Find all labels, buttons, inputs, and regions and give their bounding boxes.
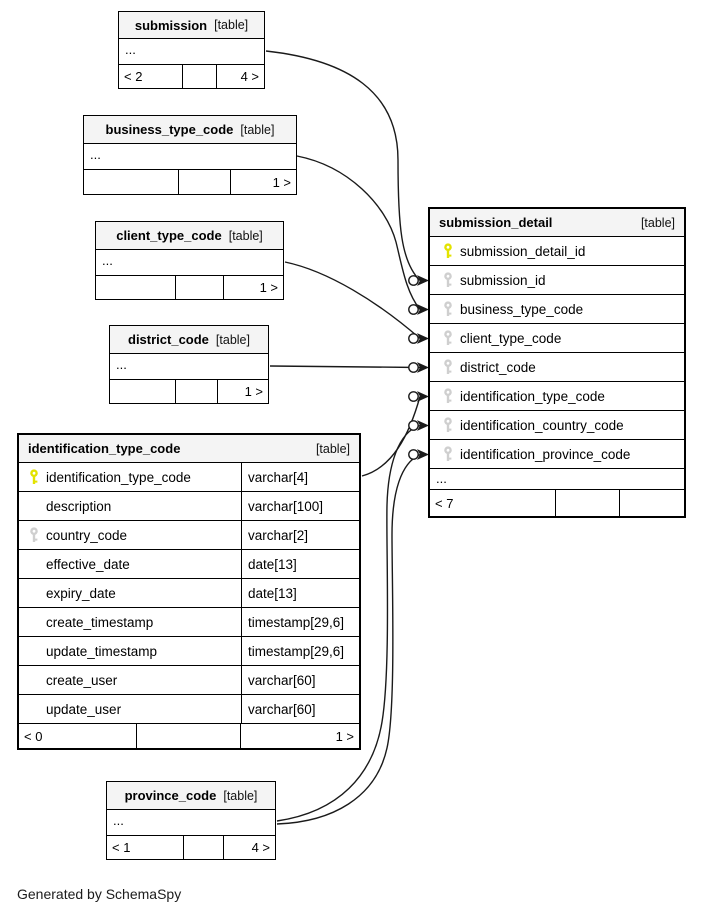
footer-parents-count: < 0 bbox=[19, 724, 137, 748]
column-type: date[13] bbox=[241, 579, 359, 607]
column-type: timestamp[29,6] bbox=[241, 637, 359, 665]
table-district-code[interactable] bbox=[109, 325, 269, 404]
column-type: varchar[100] bbox=[241, 492, 359, 520]
table-name[interactable]: province_code bbox=[124, 788, 217, 803]
table-header[interactable] bbox=[107, 782, 275, 810]
footer-children-count: 1 > bbox=[244, 384, 263, 399]
foreign-key-icon bbox=[442, 446, 454, 462]
ellipsis-row: ... bbox=[90, 147, 101, 162]
table-header[interactable] bbox=[110, 326, 268, 354]
table-badge: [table] bbox=[315, 441, 350, 456]
edge-identification-type-code bbox=[362, 397, 420, 477]
edge-client-type-code bbox=[285, 262, 420, 339]
footer-mid-cell bbox=[184, 836, 224, 859]
footer-mid-cell bbox=[137, 724, 241, 748]
column-row[interactable] bbox=[19, 579, 359, 608]
column-row[interactable] bbox=[19, 608, 359, 637]
table-header[interactable] bbox=[19, 435, 359, 463]
table-badge: [table] bbox=[228, 228, 263, 243]
column-row[interactable] bbox=[19, 492, 359, 521]
column-row[interactable] bbox=[19, 695, 359, 724]
column-name: expiry_date bbox=[46, 585, 116, 601]
footer-children-count: 4 > bbox=[240, 69, 259, 84]
column-row[interactable] bbox=[430, 237, 684, 266]
table-submission[interactable] bbox=[118, 11, 265, 89]
footer-parents-count: < 2 bbox=[119, 65, 183, 88]
column-name: update_user bbox=[46, 701, 122, 717]
edge-circle-markers bbox=[409, 276, 418, 459]
footer-children-count bbox=[620, 490, 684, 516]
footer-mid-cell bbox=[176, 276, 224, 299]
foreign-key-icon bbox=[442, 359, 454, 375]
column-name: country_code bbox=[46, 527, 128, 543]
footer-children-count: 1 > bbox=[335, 728, 354, 744]
foreign-key-icon bbox=[442, 272, 454, 288]
column-name: create_user bbox=[46, 672, 118, 688]
column-row[interactable] bbox=[430, 295, 684, 324]
column-row[interactable] bbox=[19, 637, 359, 666]
footer-children-count: 4 > bbox=[251, 840, 270, 855]
column-row[interactable] bbox=[19, 666, 359, 695]
footer-parents-count bbox=[84, 170, 179, 194]
column-name: update_timestamp bbox=[46, 643, 158, 659]
column-name: submission_id bbox=[460, 272, 546, 288]
footer-children-count: 1 > bbox=[259, 280, 278, 295]
table-province-code[interactable] bbox=[106, 781, 276, 860]
column-row[interactable] bbox=[19, 463, 359, 492]
column-name: identification_type_code bbox=[46, 469, 191, 485]
column-row[interactable] bbox=[19, 521, 359, 550]
column-type: varchar[60] bbox=[241, 695, 359, 723]
table-header[interactable] bbox=[96, 222, 283, 250]
column-name: identification_province_code bbox=[460, 446, 631, 462]
foreign-key-icon bbox=[28, 527, 40, 543]
generator-note: Generated by SchemaSpy bbox=[17, 886, 182, 902]
column-row[interactable] bbox=[430, 353, 684, 382]
footer-parents-count bbox=[96, 276, 176, 299]
footer-parents-count: < 7 bbox=[430, 490, 556, 516]
table-name[interactable]: submission bbox=[134, 17, 208, 33]
column-type: varchar[4] bbox=[241, 463, 359, 491]
column-name: client_type_code bbox=[460, 330, 562, 346]
edge-business-type-code bbox=[297, 156, 420, 310]
table-name[interactable]: identification_type_code bbox=[28, 441, 181, 456]
footer-children-count: 1 > bbox=[272, 174, 291, 190]
foreign-key-icon bbox=[442, 417, 454, 433]
table-name[interactable]: client_type_code bbox=[116, 228, 222, 243]
column-type: varchar[2] bbox=[241, 521, 359, 549]
footer-mid-cell bbox=[176, 380, 218, 403]
table-badge: [table] bbox=[240, 122, 275, 137]
column-row[interactable] bbox=[430, 266, 684, 295]
ellipsis-row: ... bbox=[430, 469, 684, 490]
table-badge: [table] bbox=[223, 788, 258, 803]
ellipsis-row: ... bbox=[102, 253, 113, 268]
footer-parents-count bbox=[110, 380, 176, 403]
column-row[interactable] bbox=[430, 382, 684, 411]
table-business-type-code[interactable] bbox=[83, 115, 297, 195]
table-submission-detail[interactable] bbox=[428, 207, 686, 518]
ellipsis-row: ... bbox=[113, 813, 124, 828]
footer-mid-cell bbox=[179, 170, 231, 194]
table-header[interactable] bbox=[119, 12, 264, 39]
column-type: varchar[60] bbox=[241, 666, 359, 694]
column-name: business_type_code bbox=[460, 301, 584, 317]
table-name[interactable]: district_code bbox=[128, 332, 209, 347]
footer-parents-count: < 1 bbox=[107, 836, 184, 859]
table-header[interactable] bbox=[84, 116, 296, 144]
primary-key-icon bbox=[442, 243, 454, 259]
table-identification-type-code[interactable] bbox=[17, 433, 361, 750]
table-client-type-code[interactable] bbox=[95, 221, 284, 300]
column-name: identification_type_code bbox=[460, 388, 605, 404]
column-row[interactable] bbox=[19, 550, 359, 579]
table-badge: [table] bbox=[214, 18, 249, 32]
foreign-key-icon bbox=[442, 388, 454, 404]
column-name: create_timestamp bbox=[46, 614, 154, 630]
column-row[interactable] bbox=[430, 411, 684, 440]
footer-mid-cell bbox=[556, 490, 620, 516]
column-name: submission_detail_id bbox=[460, 243, 586, 259]
column-type: date[13] bbox=[241, 550, 359, 578]
foreign-key-icon bbox=[442, 330, 454, 346]
column-row[interactable] bbox=[430, 324, 684, 353]
ellipsis-row: ... bbox=[116, 357, 127, 372]
column-name: identification_country_code bbox=[460, 417, 624, 433]
edge-district-code bbox=[270, 366, 420, 368]
footer-mid-cell bbox=[183, 65, 217, 88]
column-name: district_code bbox=[460, 359, 536, 375]
table-badge: [table] bbox=[640, 215, 675, 230]
column-row[interactable] bbox=[430, 440, 684, 469]
column-name: effective_date bbox=[46, 556, 130, 572]
column-type: timestamp[29,6] bbox=[241, 608, 359, 636]
table-badge: [table] bbox=[215, 332, 250, 347]
primary-key-icon bbox=[28, 469, 40, 485]
table-name[interactable]: business_type_code bbox=[105, 122, 234, 137]
column-name: description bbox=[46, 498, 112, 514]
table-name[interactable]: submission_detail bbox=[439, 215, 553, 230]
table-header[interactable] bbox=[430, 209, 684, 237]
foreign-key-icon bbox=[442, 301, 454, 317]
ellipsis-row: ... bbox=[125, 42, 136, 57]
